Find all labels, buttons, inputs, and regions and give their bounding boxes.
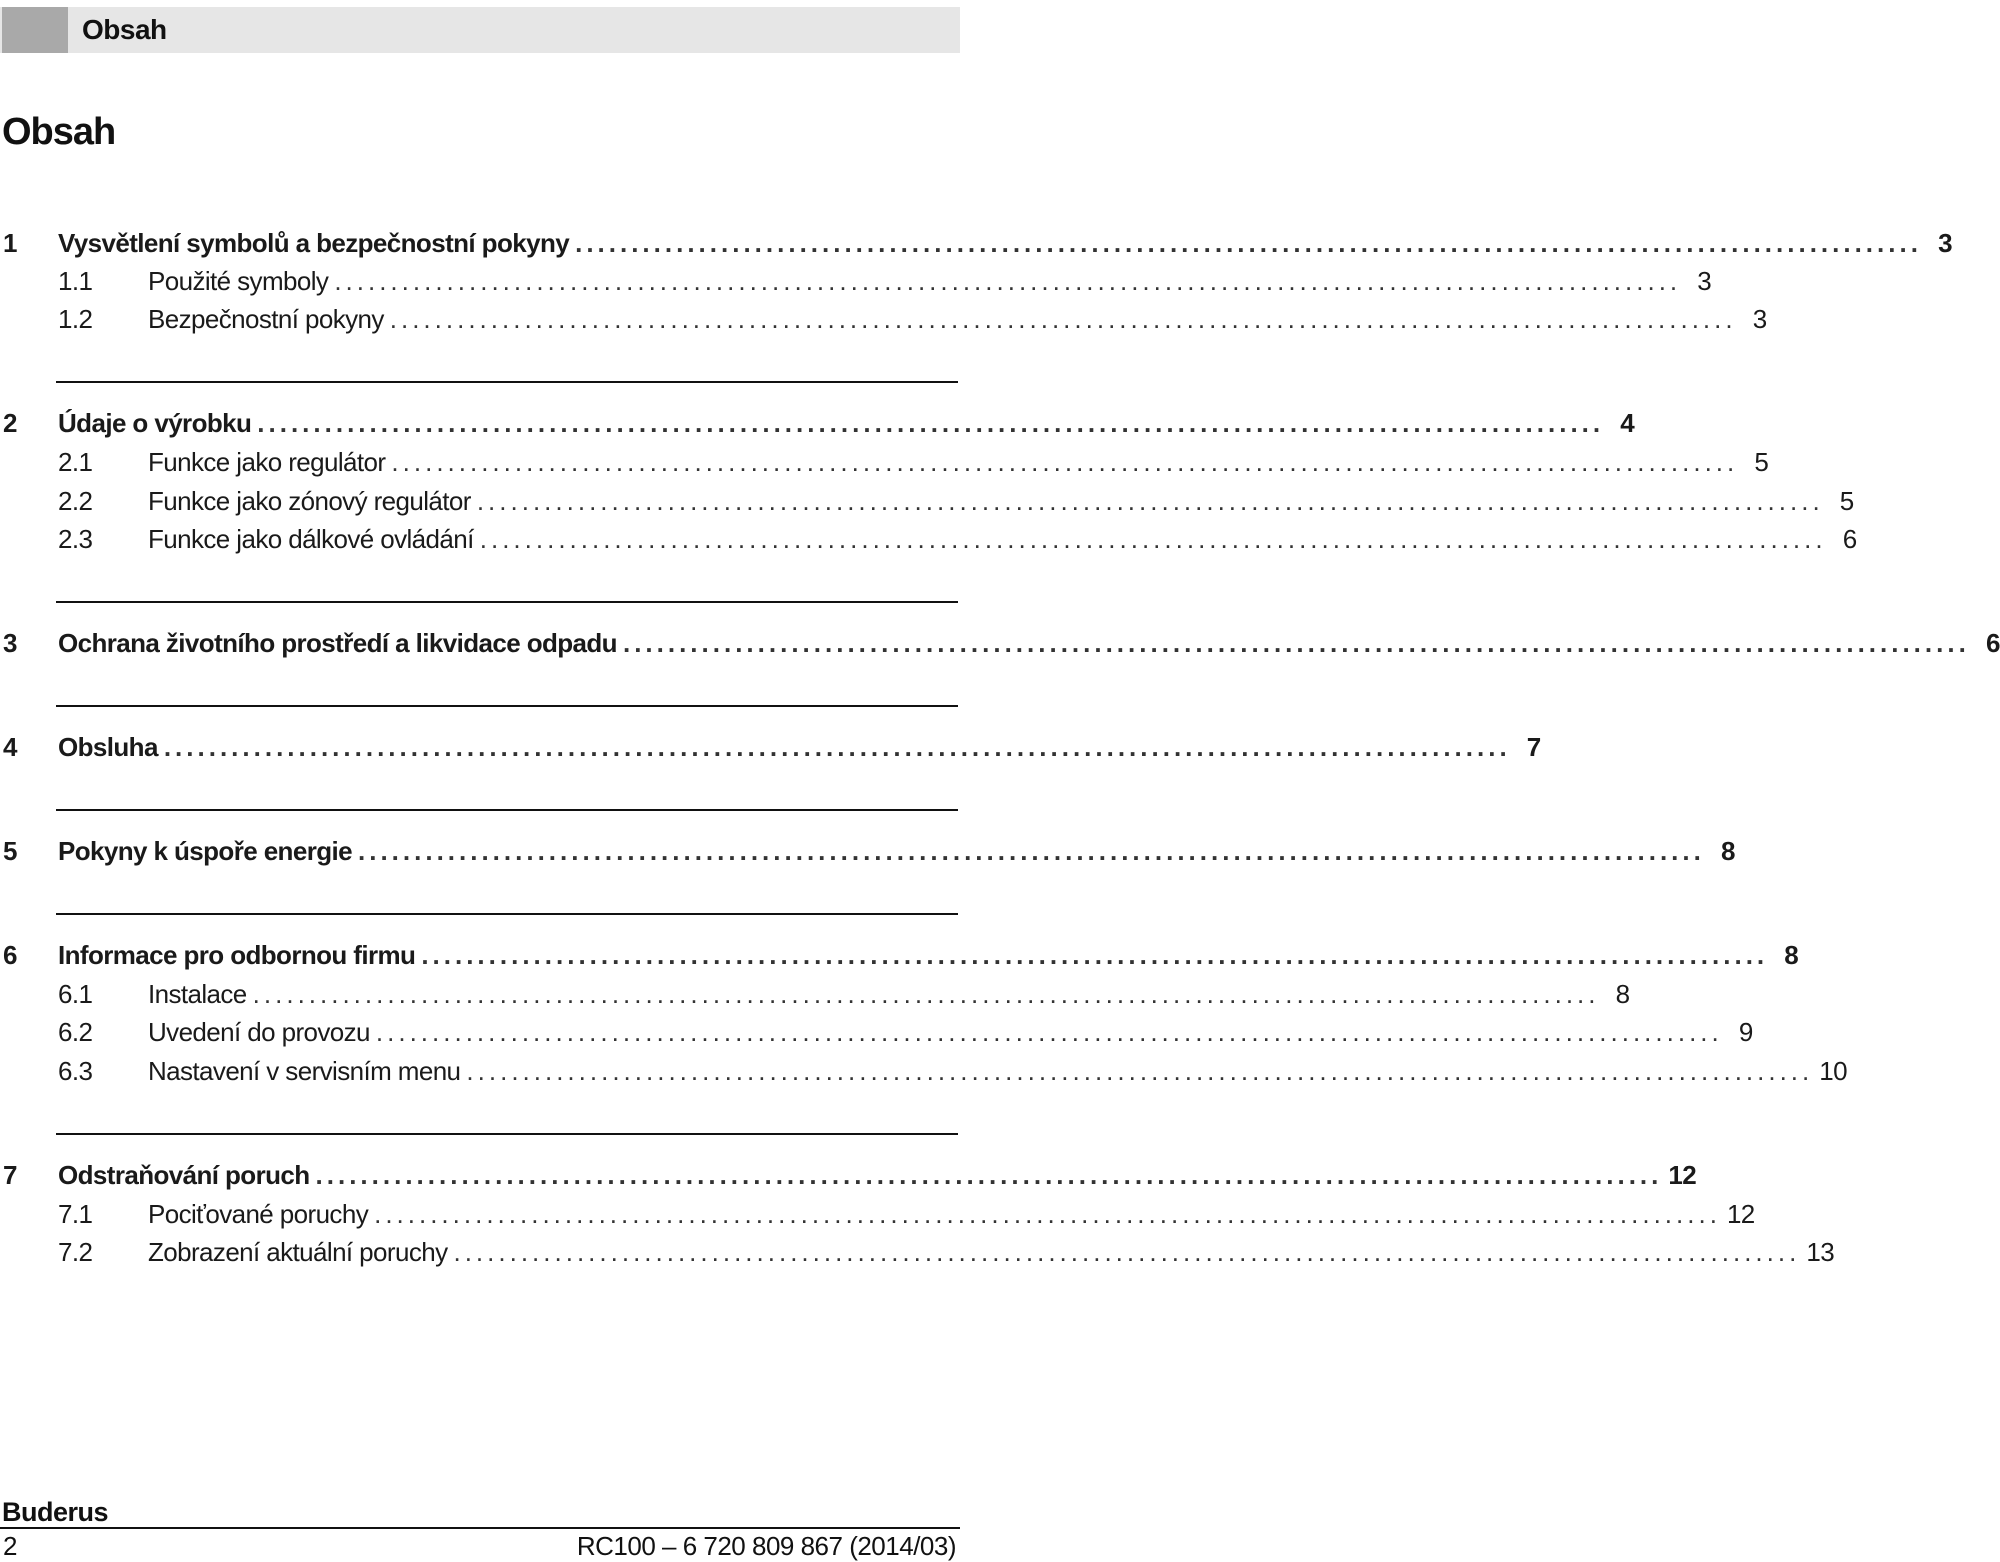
toc-number: 6.1 (58, 979, 93, 1009)
toc-entry-6-1[interactable] (0, 977, 1630, 1011)
toc-page: 6 (1985, 628, 2000, 658)
toc-page: 4 (1620, 408, 1635, 438)
toc-entry-3[interactable] (0, 626, 2000, 660)
toc-leader: ........................................................................................................................ (334, 266, 1682, 296)
toc-label: Zobrazení aktuální poruchy (148, 1237, 448, 1267)
toc-entry-2-2[interactable] (0, 484, 1854, 518)
toc-entry-7[interactable] (0, 1158, 1697, 1192)
toc-leader: ........................................................................................................................ (479, 524, 1827, 554)
toc-number: 3 (3, 628, 17, 658)
toc-number: 7.2 (58, 1237, 93, 1267)
footer-document-id: RC100 – 6 720 809 867 (2014/03) (576, 1531, 956, 1561)
toc-page: 7 (1526, 732, 1541, 762)
footer-page-number: 2 (3, 1531, 18, 1561)
toc-label: Funkce jako zónový regulátor (148, 486, 471, 516)
toc-entry-1[interactable] (0, 226, 1952, 260)
toc-label: Pokyny k úspoře energie (58, 836, 352, 866)
section-divider (56, 601, 958, 603)
toc-number: 7 (3, 1160, 17, 1190)
toc-page: 9 (1738, 1017, 1753, 1047)
toc-label: Pociťované poruchy (148, 1199, 369, 1229)
toc-entry-6[interactable] (0, 938, 1799, 972)
toc-label: Údaje o výrobku (58, 408, 252, 438)
toc-leader: ........................................................................................................................ (476, 486, 1824, 516)
toc-leader: ........................................................................................................................ (575, 228, 1922, 258)
toc-leader: ........................................................................................................................ (315, 1160, 1663, 1190)
toc-page: 8 (1784, 940, 1799, 970)
toc-leader: ........................................................................................................................ (453, 1237, 1801, 1267)
toc-page: 5 (1839, 486, 1854, 516)
toc-label: Funkce jako dálkové ovládání (148, 524, 474, 554)
toc-number: 7.1 (58, 1199, 93, 1229)
section-divider (56, 1133, 958, 1135)
toc-number: 6 (3, 940, 17, 970)
toc-number: 4 (3, 732, 17, 762)
section-divider (56, 913, 958, 915)
toc-label: Použité symboly (148, 266, 329, 296)
toc-entry-2-3[interactable] (0, 522, 1857, 556)
toc-number: 1.2 (58, 304, 93, 334)
footer-divider (0, 1527, 960, 1529)
toc-entry-6-3[interactable] (0, 1054, 1847, 1088)
toc-entry-6-2[interactable] (0, 1015, 1753, 1049)
toc-page: 3 (1752, 304, 1767, 334)
toc-leader: ........................................................................................................................ (358, 836, 1705, 866)
toc-label: Funkce jako regulátor (148, 447, 386, 477)
toc-page: 12 (1726, 1199, 1755, 1229)
toc-label: Instalace (148, 979, 247, 1009)
toc-leader: ........................................................................................................................ (466, 1056, 1814, 1086)
toc-number: 2 (3, 408, 17, 438)
toc-page: 8 (1615, 979, 1630, 1009)
toc-page: 8 (1720, 836, 1735, 866)
toc-leader: ........................................................................................................................ (622, 628, 1970, 658)
toc-page: 13 (1806, 1237, 1835, 1267)
brand-logo: Buderus (2, 1497, 109, 1527)
toc-label: Ochrana životního prostředí a likvidace odpadu (58, 628, 617, 658)
toc-label: Vysvětlení symbolů a bezpečnostní pokyny (58, 228, 570, 258)
toc-label: Uvedení do provozu (148, 1017, 370, 1047)
toc-label: Nastavení v servisním menu (148, 1056, 461, 1086)
toc-leader: ........................................................................................................................ (389, 304, 1737, 334)
toc-number: 5 (3, 836, 17, 866)
toc-number: 6.3 (58, 1056, 93, 1086)
toc-label: Informace pro odbornou firmu (58, 940, 416, 970)
toc-page: 6 (1842, 524, 1857, 554)
toc-page: 3 (1697, 266, 1712, 296)
page-title: Obsah (2, 111, 116, 153)
toc-entry-7-1[interactable] (0, 1197, 1755, 1231)
toc-entry-1-2[interactable] (0, 302, 1767, 336)
toc-entry-2[interactable] (0, 406, 1635, 440)
toc-number: 2.3 (58, 524, 93, 554)
toc-label: Odstraňování poruch (58, 1160, 310, 1190)
toc-page: 3 (1938, 228, 1952, 258)
section-divider (56, 705, 958, 707)
toc-leader: ........................................................................................................................ (374, 1199, 1721, 1229)
toc-leader: ........................................................................................................................ (421, 940, 1769, 970)
toc-entry-7-2[interactable] (0, 1235, 1835, 1269)
toc-leader: ........................................................................................................................ (391, 447, 1739, 477)
toc-number: 1.1 (58, 266, 93, 296)
toc-leader: ........................................................................................................................ (163, 732, 1511, 762)
toc-number: 2.1 (58, 447, 93, 477)
toc-label: Bezpečnostní pokyny (148, 304, 384, 334)
header-swatch (2, 7, 68, 53)
toc-leader: ........................................................................................................................ (257, 408, 1605, 438)
toc-leader: ........................................................................................................................ (375, 1017, 1723, 1047)
toc-leader: ........................................................................................................................ (252, 979, 1600, 1009)
toc-page: 5 (1754, 447, 1769, 477)
toc-entry-5[interactable] (0, 834, 1735, 868)
header-title: Obsah (82, 14, 167, 45)
section-divider (56, 809, 958, 811)
toc-label: Obsluha (58, 732, 158, 762)
toc-entry-4[interactable] (0, 730, 1541, 764)
toc-number: 6.2 (58, 1017, 93, 1047)
toc-page: 10 (1819, 1056, 1847, 1086)
toc-number: 1 (3, 228, 17, 258)
toc-number: 2.2 (58, 486, 93, 516)
toc-entry-2-1[interactable] (0, 445, 1769, 479)
section-divider (56, 381, 958, 383)
toc-entry-1-1[interactable] (0, 264, 1712, 298)
toc-page: 12 (1668, 1160, 1697, 1190)
